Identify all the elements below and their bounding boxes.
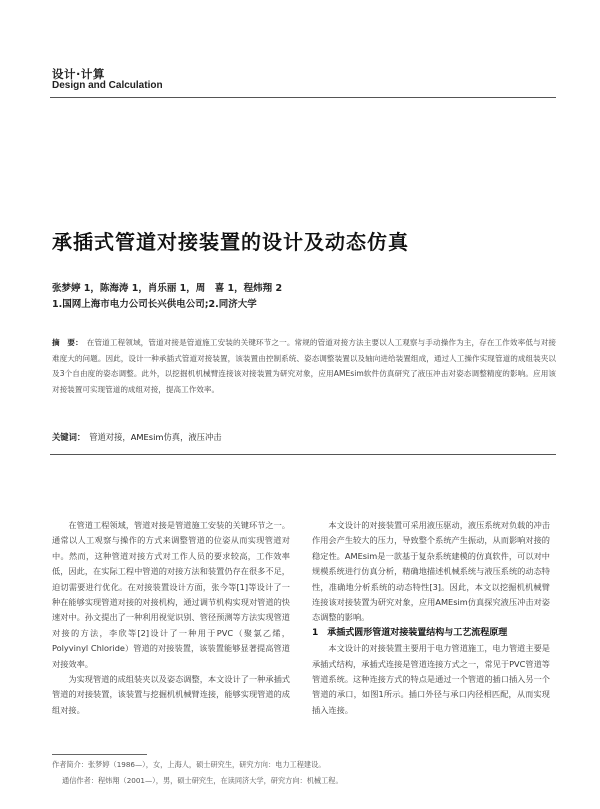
article-title: 承插式管道对接装置的设计及动态仿真	[52, 230, 409, 254]
body-paragraph: 本文设计的对接装置主要用于电力管道施工，电力管道主要是承插式结构，承插式连接是管道连接方式之一，常见于PVC管道等管道系统。这种连接方式的特点是通过一个管道的插口插入另一个管道的承口，如图1所示。插口外径与承口内径相匹配，从而实现插入连接。	[312, 643, 550, 715]
body-column-right	[312, 518, 550, 718]
body-paragraph: 为实现管道的成组装夹以及姿态调整，本文设计了一种承插式管道的对接装置，该装置与挖掘机机械臂连接，能够实现管道的成组对接。	[52, 674, 290, 715]
body-column-left	[52, 518, 290, 718]
section-label: 设计·计算	[52, 67, 105, 81]
keywords-label: 关键词：	[52, 432, 86, 442]
body-paragraph: 本文设计的对接装置可采用液压驱动，液压系统对负载的冲击作用会产生较大的压力，导致整个系统产生振动，从而影响对接的稳定性。AMEsim是一款基于复杂系统建模的仿真软件，可以对中规模系统进行仿真分析，精确地描述机械系统与液压系统的动态特性，准确地分析系统的动态特性[3]。因此，本文以挖掘机机械臂连接该对接装置为研究对象，应用AMEsim仿真探究液压冲击对姿态调整的影响。	[312, 520, 550, 623]
abstract-label: 摘 要：	[52, 338, 83, 347]
section-label-english: Design and Calculation	[52, 80, 163, 91]
abstract-divider	[50, 454, 556, 455]
keywords	[52, 431, 222, 443]
header-divider	[50, 97, 556, 98]
author-affiliations: 1.国网上海市电力公司长兴供电公司;2.同济大学	[52, 299, 257, 310]
abstract-text: 在管道工程领域，管道对接是管道施工安装的关键环节之一。常规的管道对接方法主要以人工观察与手动操作为主，存在工作效率低与对接难度大的问题。因此，设计一种承插式管道对接装置，该装置由控制系统、姿态调整装置以及轴向进给装置组成，通过人工操作实现管道的成组装夹以及3个自由度的姿态调整。此外，以挖掘机机械臂连接该对接装置为研究对象，应用AMEsim软件仿真研究了液压冲击对姿态调整精度的影响。应用该对接装置可实现管道的成组对接，提高工作效率。	[52, 338, 556, 394]
footnote-author-bio: 作者简介：张梦婷（1986—），女，上海人，硕士研究生，研究方向：电力工程建设。	[52, 760, 326, 769]
keywords-text: 管道对接，AMEsim仿真，液压冲击	[89, 432, 222, 442]
author-list: 张梦婷 1，陈海涛 1，肖乐丽 1，周 喜 1，程炜翔 2	[52, 283, 283, 294]
body-paragraph: 在管道工程领域，管道对接是管道施工安装的关键环节之一。通常以人工观察与操作的方式来调整管道的位姿从而实现管道对中。然而，这种管道对接方式对工作人员的要求较高，工作效率低，因此，在实际工程中管道的对接方法和装置仍存在很多不足，迫切需要进行优化。在对接装置设计方面，张今等[1]等设计了一种在能够实现管道对接的对接机构，通过调节机构实现对管道的快速对中。孙文提出了一种利用视觉识别、管径预测等方法实现管道对接的方法，李欣等[2]设计了一种用于PVC（聚氯乙烯，Polyvinyl Chloride）管道的对接装置，该装置能够显著提高管道对接效率。	[52, 520, 290, 669]
section-heading: 1 承插式圆形管道对接装置结构与工艺流程原理	[312, 627, 508, 638]
footnote-corresponding-author: 通信作者：程炜翔（2001—），男，硕士研究生，在读同济大学，研究方向：机械工程。	[62, 776, 343, 785]
abstract	[52, 335, 556, 397]
footnote-divider	[52, 754, 147, 755]
